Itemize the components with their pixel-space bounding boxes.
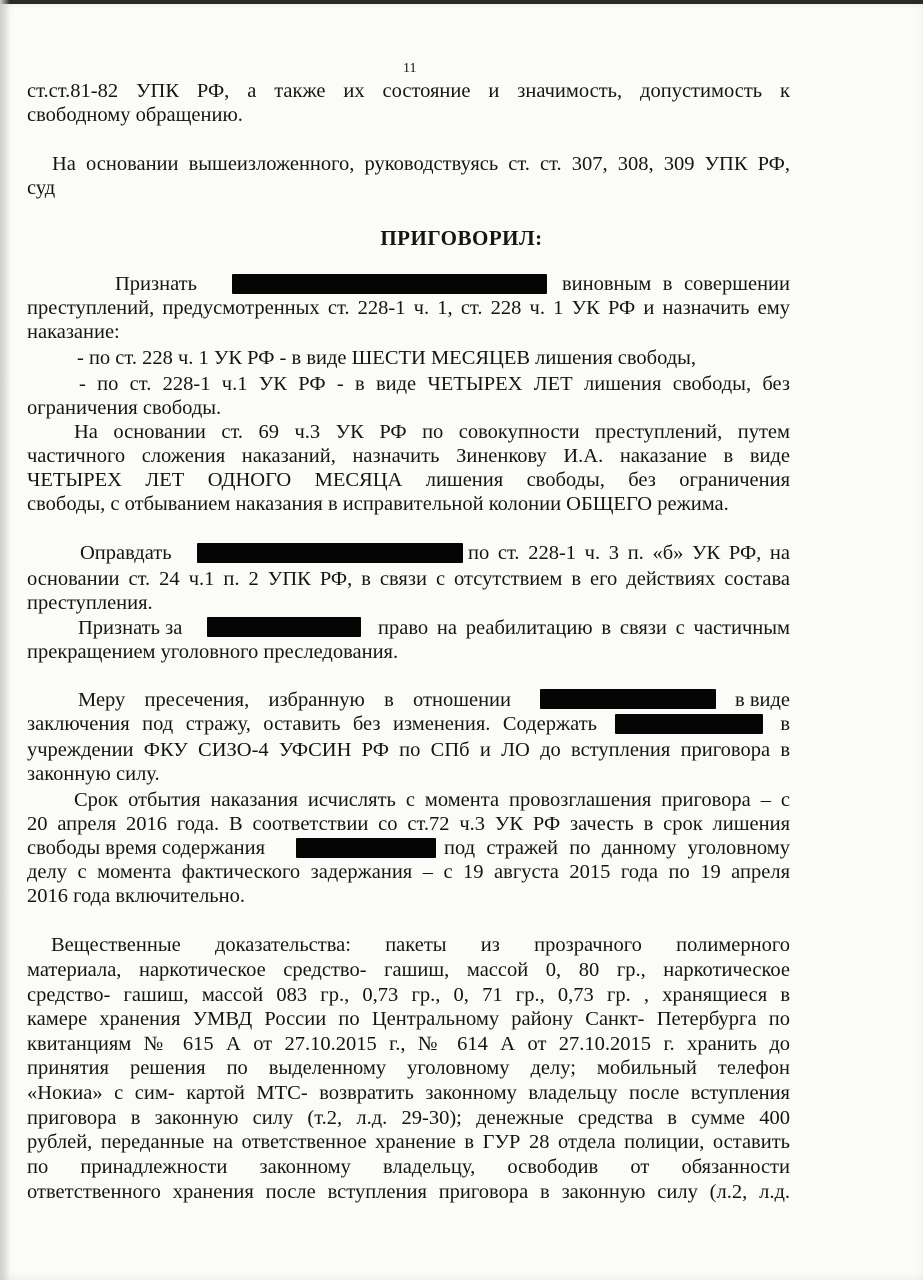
text-line <box>27 541 790 565</box>
text-line: прекращением уголовного преследования. <box>27 641 399 663</box>
redacted-name <box>197 543 463 563</box>
text-line: ЧЕТЫРЕХ ЛЕТ ОДНОГО МЕСЯЦА лишения свободы, без ограничения <box>27 469 790 491</box>
redacted-name <box>232 274 547 294</box>
text-fragment: право на реабилитацию в связи с частичным <box>378 617 790 639</box>
page-number: 11 <box>403 61 417 76</box>
scan-top-edge <box>0 0 923 4</box>
text-line: преступления. <box>27 592 153 614</box>
text-line: свободы, с отбыванием наказания в исправительной колонии ОБЩЕГО режима. <box>27 493 729 515</box>
text-line: ст.ст.81-82 УПК РФ, а также их состояние и значимость, допустимость к <box>27 80 790 102</box>
text-line: Срок отбытия наказания исчислять с момента провозглашения приговора – с <box>74 789 790 811</box>
text-line: материала, наркотическое средство- гашиш, массой 0, 80 гр., наркотическое <box>27 959 790 981</box>
redacted-name <box>615 714 763 734</box>
text-fragment: в <box>780 713 790 735</box>
text-line: учреждении ФКУ СИЗО-4 УФСИН РФ по СПб и ЛО до вступления приговора в <box>27 739 790 761</box>
text-fragment: под стражей по данному уголовному <box>444 837 790 859</box>
text-line <box>27 836 790 860</box>
text-line: - по ст. 228-1 ч.1 УК РФ - в виде ЧЕТЫРЕХ ЛЕТ лишения свободы, без <box>79 373 790 395</box>
text-line: квитанциям № 615 А от 27.10.2015 г., № 614 А от 27.10.2015 г. хранить до <box>27 1033 790 1055</box>
verdict-heading: ПРИГОВОРИЛ: <box>380 226 543 250</box>
text-line: средство- гашиш, массой 083 гр., 0,73 гр., 0, 71 гр., 0,73 гр. , хранящиеся в <box>27 984 790 1006</box>
text-line: законную силу. <box>27 763 160 785</box>
scan-left-shadow <box>0 0 10 1280</box>
text-line: приговора в законную силу (т.2, л.д. 29-30); денежные средства в сумме 400 <box>27 1107 790 1129</box>
text-fragment: в виде <box>735 689 790 711</box>
text-fragment: виновным в совершении <box>562 273 790 295</box>
text-line <box>27 712 790 736</box>
redacted-name <box>207 617 361 637</box>
text-line: по принадлежности законному владельцу, освободив от обязанности <box>27 1156 790 1178</box>
text-fragment: Признать <box>115 273 197 295</box>
redacted-name <box>540 689 716 709</box>
text-line: суд <box>27 177 56 199</box>
text-line: наказание: <box>27 321 120 343</box>
text-line: 2016 года включительно. <box>27 885 246 907</box>
text-line: ограничения свободы. <box>27 397 222 419</box>
text-fragment: Признать за <box>78 617 183 639</box>
text-line: ответственного хранения после вступления приговора в законную силу (л.2, л.д. <box>27 1181 790 1203</box>
text-line: принятия решения по выделенному уголовному делу; мобильный телефон <box>27 1057 790 1079</box>
text-line: Вещественные доказательства: пакеты из прозрачного полимерного <box>51 934 790 956</box>
text-fragment: заключения под стражу, оставить без изменения. Содержать <box>27 713 597 735</box>
text-line <box>27 616 790 640</box>
text-line: преступлений, предусмотренных ст. 228-1 ч. 1, ст. 228 ч. 1 УК РФ и назначить ему <box>27 297 790 319</box>
text-line: На основании вышеизложенного, руководствуясь ст. ст. 307, 308, 309 УПК РФ, <box>52 153 790 175</box>
text-fragment: Меру пресечения, избранную в отношении <box>78 689 511 711</box>
text-fragment: Оправдать <box>80 542 172 564</box>
text-line: - по ст. 228 ч. 1 УК РФ - в виде ШЕСТИ МЕСЯЦЕВ лишения свободы, <box>77 347 697 369</box>
text-line: камере хранения УМВД России по Центральному району Санкт- Петербурга по <box>27 1008 790 1030</box>
text-fragment: свободы время содержания <box>27 837 266 859</box>
text-line: «Нокиа» с сим- картой МТС- возвратить законному владельцу после вступления <box>27 1082 790 1104</box>
text-line: 20 апреля 2016 года. В соответствии со ст.72 ч.3 УК РФ зачесть в срок лишения <box>27 813 790 835</box>
text-line <box>27 272 790 296</box>
text-line: свободному обращению. <box>27 104 243 126</box>
text-line: На основании ст. 69 ч.3 УК РФ по совокупности преступлений, путем <box>74 421 790 443</box>
text-line: делу с момента фактического задержания – с 19 августа 2015 года по 19 апреля <box>27 861 790 883</box>
text-line <box>27 688 790 712</box>
redacted-name <box>296 838 436 858</box>
text-fragment: по ст. 228-1 ч. 3 п. «б» УК РФ, на <box>468 542 790 564</box>
text-line: частичного сложения наказаний, назначить Зиненкову И.А. наказание в виде <box>27 445 790 467</box>
text-line: основании ст. 24 ч.1 п. 2 УПК РФ, в связи с отсутствием в его действиях состава <box>27 568 790 590</box>
text-line: рублей, переданные на ответственное хранение в ГУР 28 отдела полиции, оставить <box>27 1131 790 1153</box>
